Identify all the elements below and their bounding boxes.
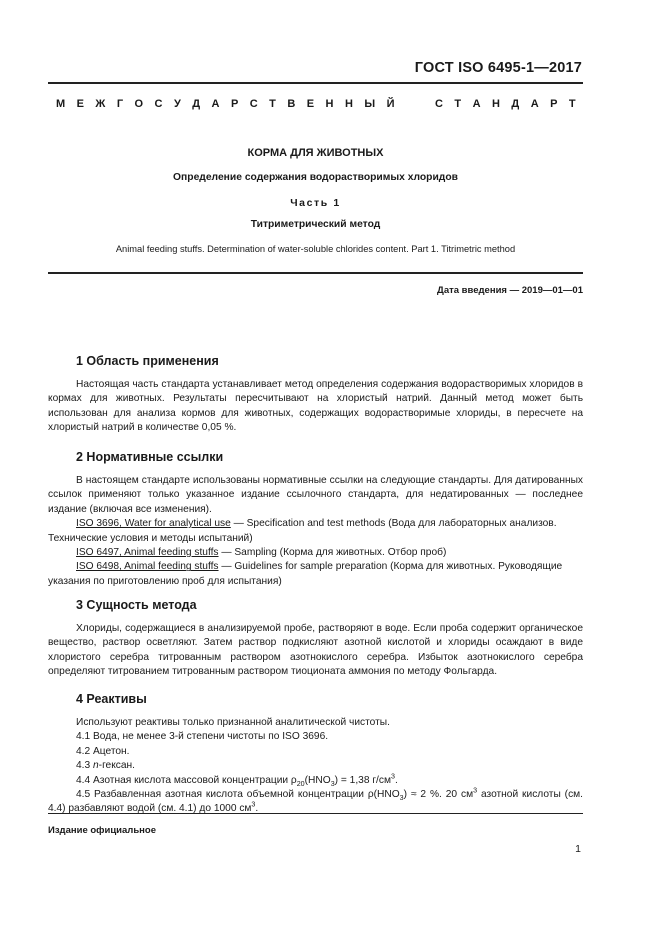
reagent-4-5-end: . [255, 803, 259, 815]
interstate-letter: Т [269, 98, 276, 110]
interstate-letter: Й [386, 98, 395, 110]
interstate-letter: С [154, 98, 163, 110]
method-title: Титриметрический метод [250, 219, 381, 230]
section-1-body [48, 378, 583, 436]
reference-iso-6498 [48, 560, 583, 589]
interstate-letter: Н [344, 98, 353, 110]
interstate-letter: Е [76, 98, 84, 110]
section-4-heading: 4 Реактивы [76, 692, 147, 706]
title-rule [48, 272, 583, 274]
reagent-4-4-formula: (HNO [304, 774, 331, 786]
section-3-heading: 3 Сущность метода [76, 598, 197, 612]
reference-iso-6497 [48, 546, 583, 560]
reagent-4-3 [48, 759, 583, 773]
standard-code: ГОСТ ISO 6495-1—2017 [414, 60, 582, 76]
reagent-4-4-end: . [394, 774, 398, 786]
interstate-letter: О [134, 98, 144, 110]
section-1-text: Настоящая часть стандарта устанавливает метод определения содержания водорастворимых хлоридов в кормах для животных. Результаты пересчитывают на хлористый натрий. Данный метод может быть использован для анализа кормов для животных, содержащих водорастворимые хлориды, в пересчете на хлористый натрий в количестве 0,05 %. [48, 379, 583, 434]
reagent-4-5-mid2: азотной кислоты (см. 4.4) разбавляют водой (см. 4.1) до 1000 см [48, 789, 583, 815]
reagent-4-5-mid: ) ≈ 2 %. 20 см [403, 789, 474, 801]
interstate-letter: С [249, 98, 258, 110]
interstate-letter: М [56, 98, 66, 110]
interstate-letter: Е [306, 98, 315, 110]
section-2-body [48, 474, 583, 589]
interstate-letter: Т [568, 98, 576, 110]
reagent-4-5-sup: 3 [473, 786, 478, 795]
interstate-letter: А [472, 98, 481, 110]
header-rule [48, 82, 583, 84]
reagent-4-4 [48, 774, 583, 788]
reagent-4-4-text: 4.4 Азотная кислота массовой концентрации ρ [76, 774, 297, 786]
official-edition-label: Издание официальное [48, 825, 156, 836]
reagent-4-2: 4.2 Ацетон. [76, 745, 130, 757]
document-subtitle: Определение содержания водорастворимых хлоридов [173, 172, 458, 183]
interstate-letter: Р [230, 98, 239, 110]
interstate-letter: А [530, 98, 539, 110]
reagent-4-1: 4.1 Вода, не менее 3-й степени чистоты по ISO 3696. [76, 731, 329, 743]
reagent-4-4-sub2: 3 [330, 779, 335, 788]
reagent-4-5-sub: 3 [399, 794, 404, 803]
interstate-letter: У [173, 98, 181, 110]
interstate-letter: Н [325, 98, 334, 110]
section-3-text: Хлориды, содержащиеся в анализируемой пробе, растворяют в воде. Если проба содержит органическое вещество, раствор осветляют. Затем раствор подкисляют азотной кислотой и хлориды осаждают в виде хлористого серебра титрованным раствором азотнокислого серебра. Избыток азотнокислого серебра определяют титрованием титрованным раствором тиоционата аммония по методу Фольгарда. [48, 623, 583, 678]
reagents-intro: Используют реактивы только признанной аналитической чистоты. [76, 717, 390, 728]
reagent-4-5-text: 4.5 Разбавленная азотная кислота объемной концентрации ρ(HNO [76, 789, 400, 801]
reagent-4-4-value: ) = 1,38 г/см [334, 774, 391, 786]
interstate-letter: С [434, 98, 443, 110]
ref-1-title: ISO 3696, Water for analytical use [76, 518, 231, 530]
ref-3-rest: — Guidelines for sample preparation (Корма для животных. Руководящие указания по приготовлению проб для испытания) [48, 561, 563, 587]
interstate-letter: Н [491, 98, 500, 110]
section-1-heading: 1 Область применения [76, 354, 219, 368]
section-3-body [48, 622, 583, 680]
interstate-letter: Р [550, 98, 558, 110]
ref-2-title: ISO 6497, Animal feeding stuffs [76, 547, 219, 559]
interstate-letter: Ж [95, 98, 106, 110]
interstate-letter: Д [511, 98, 520, 110]
interstate-letter: А [211, 98, 220, 110]
section-2-heading: 2 Нормативные ссылки [76, 450, 224, 464]
page-number: 1 [575, 843, 581, 855]
section-2-intro: В настоящем стандарте использованы нормативные ссылки на следующие стандарты. Для датированных ссылок применяют только указанное издание ссылочного стандарта, для недатированных — последнее издание (включая все изменения). [48, 475, 583, 515]
reagent-4-3-rest: -гексан. [98, 760, 136, 772]
interstate-letter: Д [192, 98, 201, 110]
interstate-standard-label [56, 98, 576, 110]
ref-1-rest: — Specification and test methods (Вода для лабораторных анализов. Технические условия и методы испытаний) [48, 518, 557, 544]
document-title: КОРМА ДЛЯ ЖИВОТНЫХ [247, 147, 384, 159]
reagent-4-3-n: n [93, 760, 99, 772]
english-title: Animal feeding stuffs. Determination of water-soluble chlorides content. Part 1. Titrimetric method [115, 244, 516, 254]
interstate-letter: Г [116, 98, 124, 110]
interstate-letter: Ы [364, 98, 376, 110]
part-label: Часть 1 [290, 197, 341, 209]
interstate-letter: Т [454, 98, 462, 110]
ref-2-rest: — Sampling (Корма для животных. Отбор проб) [218, 547, 447, 559]
reagent-4-4-sup: 3 [390, 772, 395, 781]
reagent-4-3-num: 4.3 [76, 760, 93, 772]
reference-iso-3696 [48, 517, 583, 546]
interstate-letter [406, 98, 409, 110]
interstate-letter [420, 98, 423, 110]
ref-3-title: ISO 6498, Animal feeding stuffs [76, 561, 219, 573]
footer-rule [48, 813, 583, 814]
reagent-4-5-sup2: 3 [251, 801, 256, 810]
reagent-4-4-sub: 20 [296, 779, 305, 788]
interstate-letter: В [287, 98, 296, 110]
section-4-body [48, 716, 583, 817]
effective-date: Дата введения — 2019—01—01 [437, 285, 583, 296]
